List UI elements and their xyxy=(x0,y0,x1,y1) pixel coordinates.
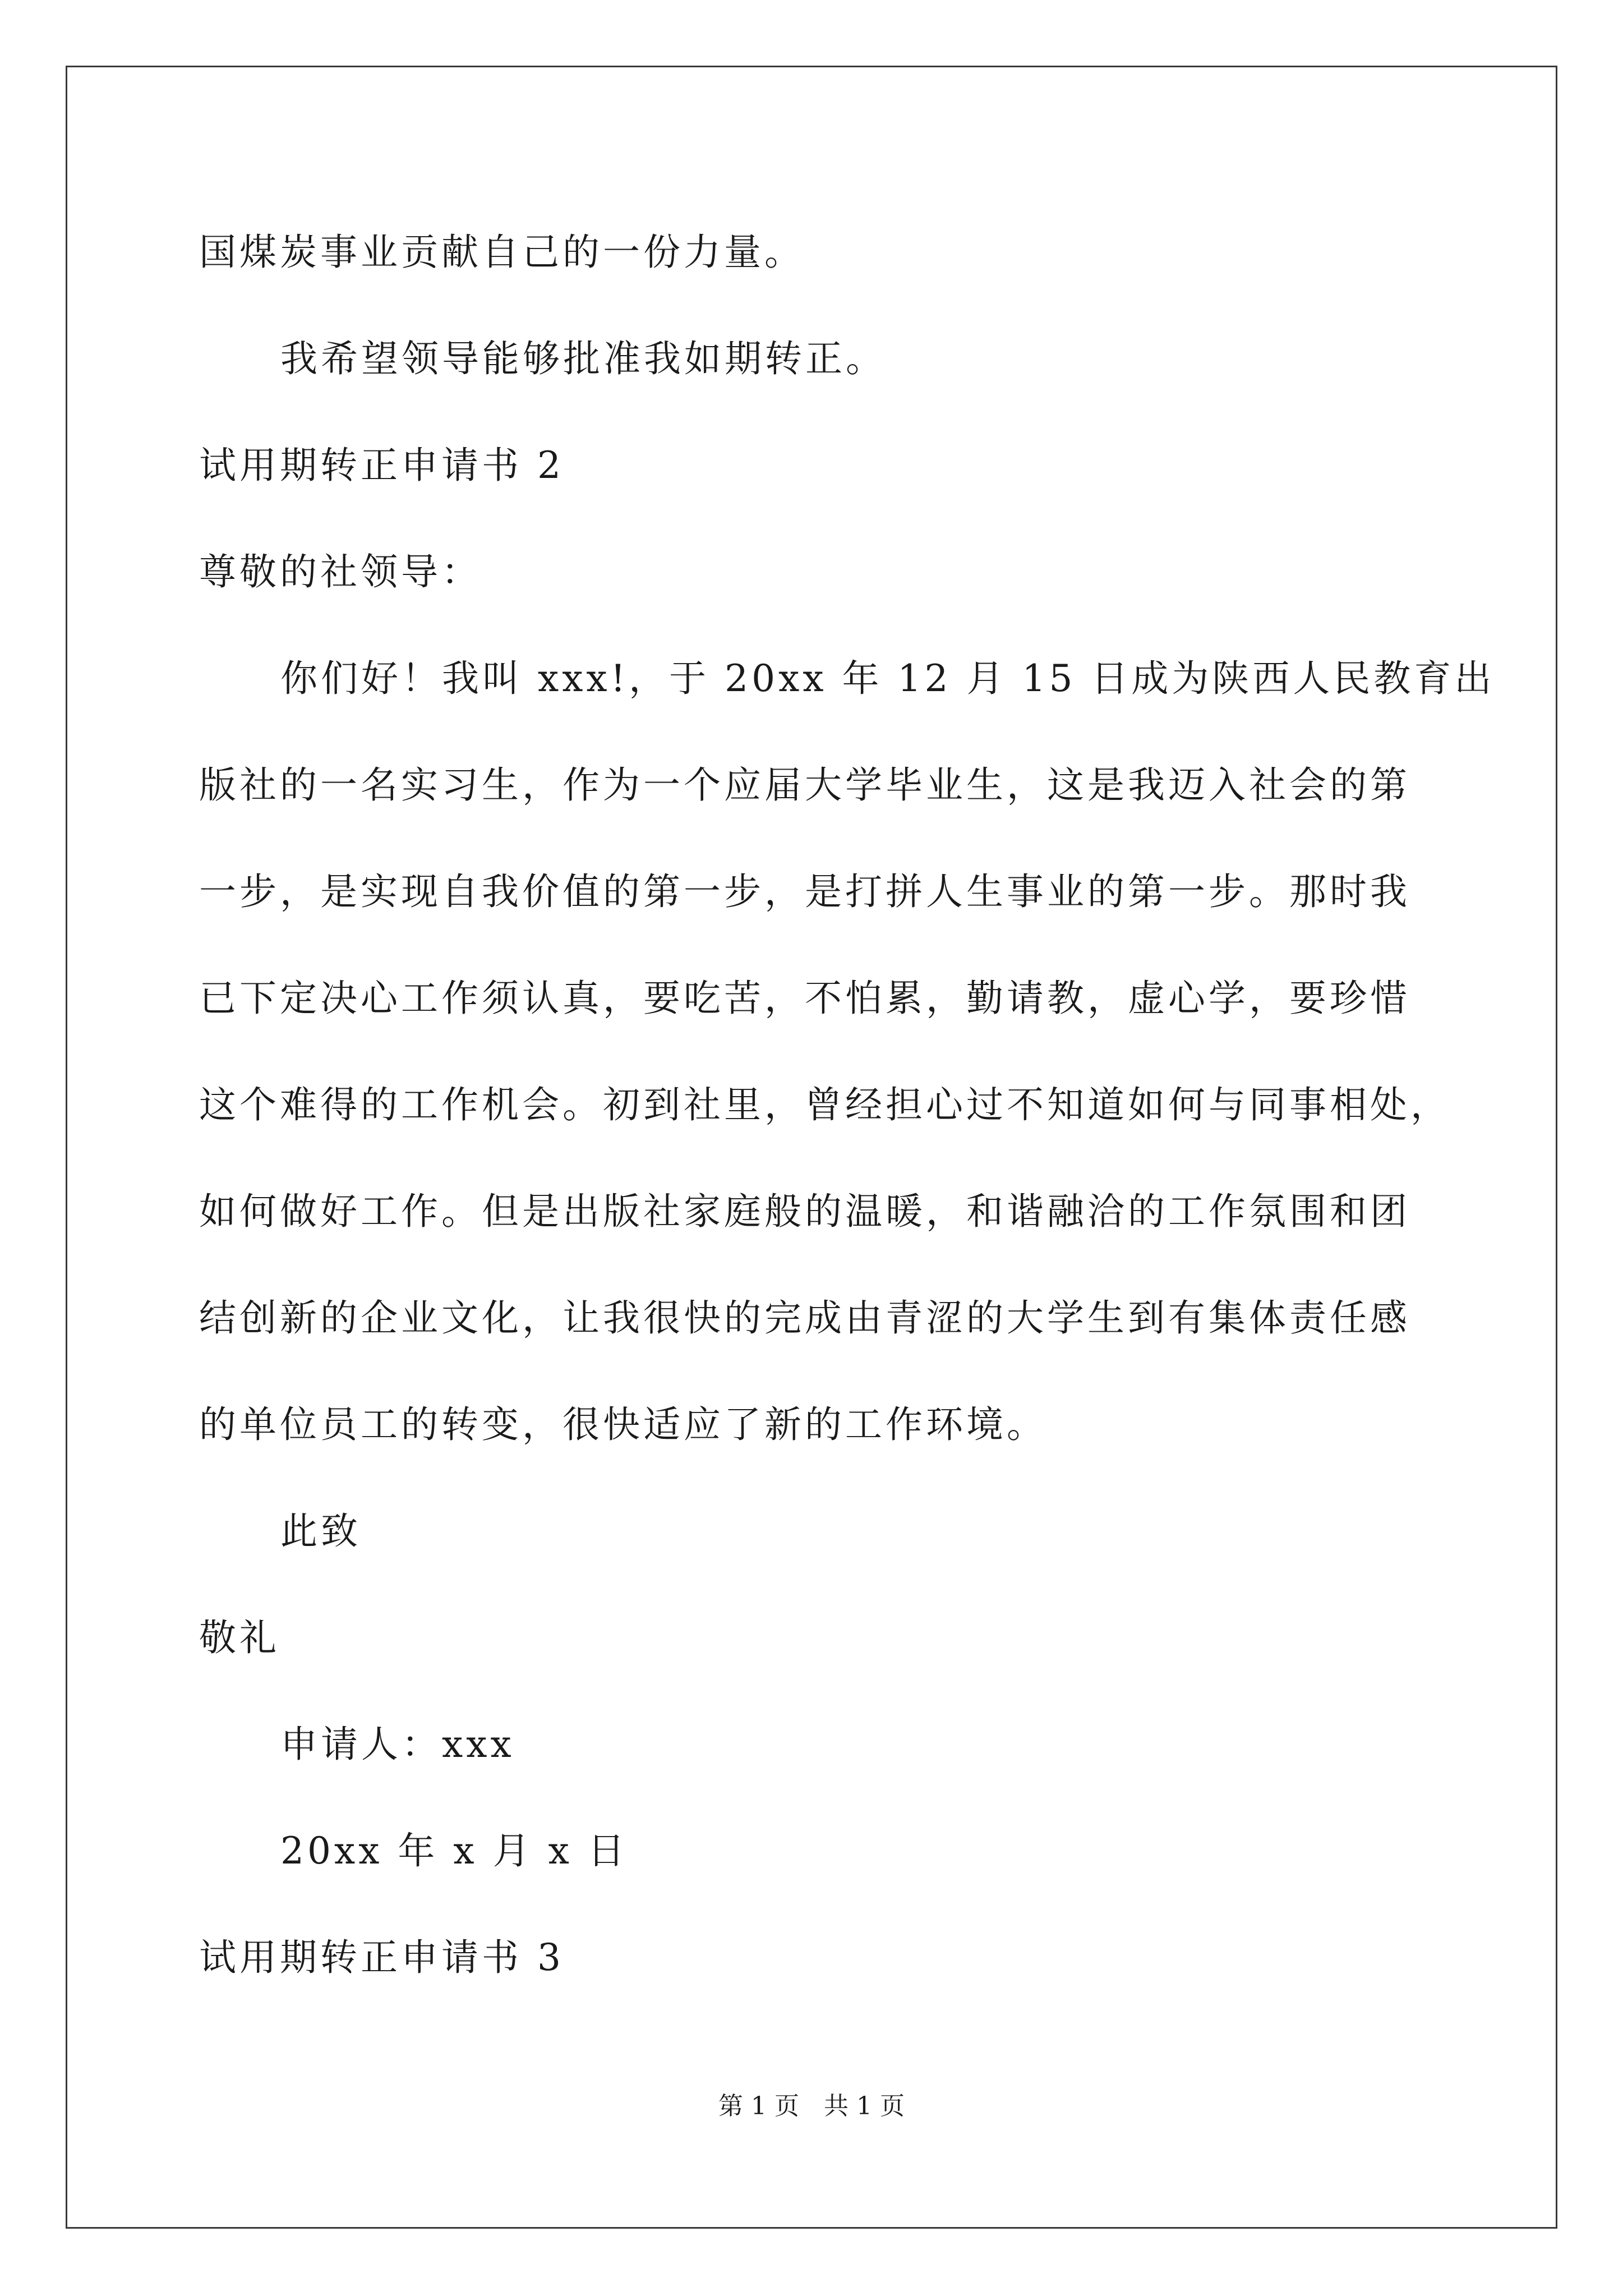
text-line: 如何做好工作。但是出版社家庭般的温暖，和谐融洽的工作氛围和团 xyxy=(199,1190,1410,1233)
text-line: 结创新的企业文化，让我很快的完成由青涩的大学生到有集体责任感 xyxy=(199,1296,1410,1340)
date-line: 20xx 年 x 月 x 日 xyxy=(280,1829,628,1872)
closing-line: 敬礼 xyxy=(199,1616,280,1659)
text-line: 的单位员工的转变，很快适应了新的工作环境。 xyxy=(199,1403,1047,1446)
salutation: 尊敬的社领导： xyxy=(199,550,482,593)
text-line: 一步，是实现自我价值的第一步，是打拼人生事业的第一步。那时我 xyxy=(199,870,1410,913)
page-number-footer: 第 1 页 共 1 页 xyxy=(718,2092,905,2120)
text-line: 版社的一名实习生，作为一个应届大学毕业生，这是我迈入社会的第 xyxy=(199,763,1410,807)
applicant-line: 申请人：xxx xyxy=(280,1723,515,1766)
text-line: 这个难得的工作机会。初到社里，曾经担心过不知道如何与同事相处， xyxy=(199,1083,1451,1126)
text-line: 我希望领导能够批准我如期转正。 xyxy=(280,337,886,380)
section-heading: 试用期转正申请书 3 xyxy=(199,1936,564,1979)
text-line: 国煤炭事业贡献自己的一份力量。 xyxy=(199,231,805,274)
section-heading: 试用期转正申请书 2 xyxy=(199,444,564,487)
closing-line: 此致 xyxy=(280,1510,361,1553)
text-line: 你们好！我叫 xxx!，于 20xx 年 12 月 15 日成为陕西人民教育出 xyxy=(280,657,1495,700)
page-frame xyxy=(66,66,1557,2229)
text-line: 已下定决心工作须认真，要吃苦，不怕累，勤请教，虚心学，要珍惜 xyxy=(199,977,1410,1020)
